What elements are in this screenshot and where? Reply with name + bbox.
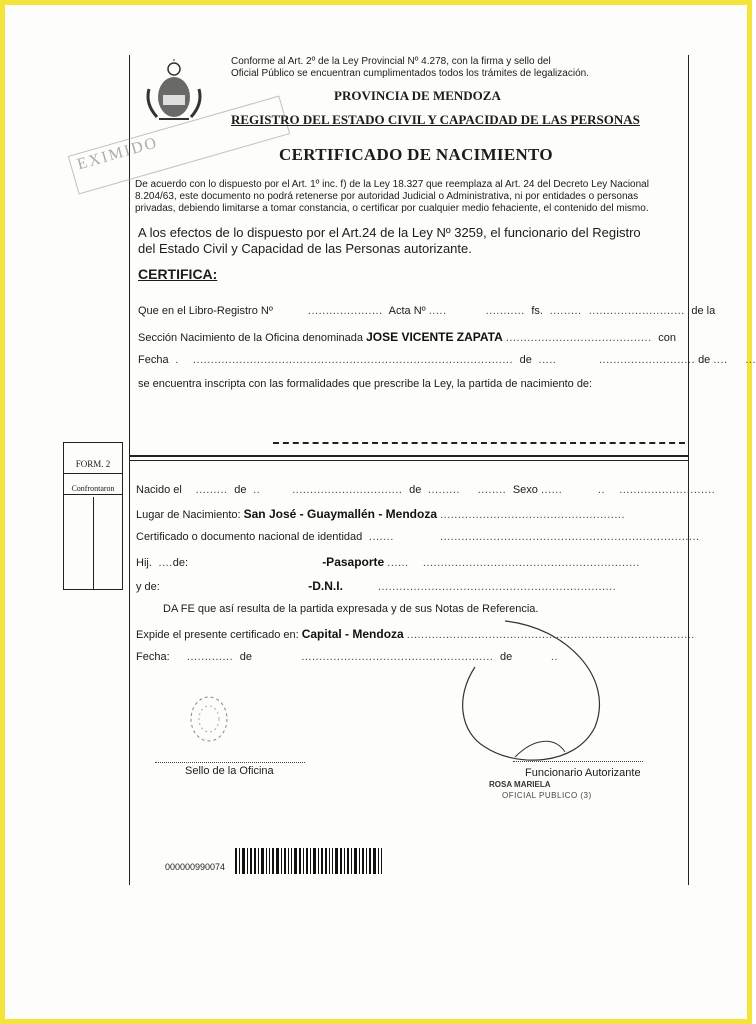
yde-dots	[163, 581, 305, 593]
fecha-label: Fecha	[138, 354, 169, 366]
official-stamp-name: ROSA MARIELA	[489, 780, 551, 789]
barcode-bar	[242, 848, 245, 874]
barcode-bar	[373, 848, 376, 874]
barcode-bar	[299, 848, 301, 874]
expide-dots: .................................................................................	[406, 629, 695, 641]
oficina-value: JOSE VICENTE ZAPATA	[366, 330, 503, 344]
legal-p2-line-1: A los efectos de lo dispuesto por el Art.24 de la Ley Nº 3259, el funcionario del Registro	[138, 225, 641, 240]
barcode-bar	[378, 848, 379, 874]
registry-name: REGISTRO DEL ESTADO CIVIL Y CAPACIDAD DE LAS PERSONAS	[231, 112, 640, 127]
nacido-de1: de	[234, 484, 247, 496]
certificate-title: CERTIFICADO DE NACIMIENTO	[279, 145, 553, 164]
libro-label: Que en el Libro-Registro Nº	[138, 305, 273, 317]
certificado-line	[136, 531, 700, 543]
hij-line	[136, 555, 688, 569]
intro-note	[231, 56, 691, 80]
exempt-stamp-text: EXIMIDO	[75, 134, 161, 174]
expide-value: Capital - Mendoza	[301, 627, 404, 641]
barcode-bar	[261, 848, 264, 874]
funcionario-label: Funcionario Autorizante	[525, 767, 641, 779]
barcode-bar	[313, 848, 316, 874]
barcode-bar	[354, 848, 357, 874]
con-label: con	[658, 332, 677, 344]
barcode-bar	[340, 848, 342, 874]
fecha2-de1: de	[239, 651, 253, 663]
lugar-label: Lugar de Nacimiento:	[136, 509, 241, 521]
sexo-dots: ...... .. ...........................	[540, 484, 716, 496]
margin-box-divider	[93, 497, 94, 589]
funcionario-signature-line	[513, 761, 643, 762]
sello-label: Sello de la Oficina	[185, 765, 274, 777]
barcode-bar	[318, 848, 319, 874]
barcode-bar	[266, 848, 267, 874]
name-dashed-line	[273, 442, 685, 444]
barcode-bar	[344, 848, 345, 874]
legal-line-1: De acuerdo con lo dispuesto por el Art. 1º inc. f) de la Ley 18.327 que reemplaza al Art. 24 del Decreto Ley Nacional	[135, 179, 649, 190]
official-stamp-role: OFICIAL PUBLICO (3)	[502, 791, 592, 800]
fecha-dots-2: ..... ...........................	[534, 354, 695, 366]
barcode-bar	[239, 848, 240, 874]
barcode-bar	[381, 848, 382, 874]
barcode-bar	[369, 848, 371, 874]
barcode-bar	[347, 848, 349, 874]
nacido-de2: de	[409, 484, 422, 496]
libro-dots: .....................	[275, 305, 387, 317]
section-rule-top	[129, 455, 689, 457]
fecha-dots: . ..........................................................................................	[171, 354, 517, 366]
barcode-bar	[258, 848, 259, 874]
nacido-dots-3: ......... ........	[424, 484, 510, 496]
fecha2-dots: .............	[172, 651, 237, 663]
fecha2-de2: de	[499, 651, 513, 663]
barcode-bar	[335, 848, 338, 874]
seccion-dots: .........................................	[505, 332, 656, 344]
sexo-label: Sexo	[512, 484, 538, 496]
confrontaron-label: Confrontaron	[64, 474, 122, 495]
legal-paragraph-1	[135, 179, 695, 215]
seccion-label: Sección Nacimiento de la Oficina denominada	[138, 332, 364, 344]
barcode-bar	[272, 848, 274, 874]
lugar-line	[136, 507, 688, 521]
nacido-label: Nacido el	[136, 484, 182, 496]
barcode-bar	[276, 848, 279, 874]
barcode-bar	[250, 848, 252, 874]
barcode-bar	[303, 848, 304, 874]
barcode-bar	[359, 848, 360, 874]
legal-line-2: 8.204/63, este documento no podrá retenerse por autoridad Judicial o Administrativa, ni por entidades o personas	[135, 191, 639, 202]
nacido-line	[136, 484, 716, 496]
fecha2-dots-3: ..	[515, 651, 558, 663]
fecha-dots-3: .... ...	[713, 354, 756, 366]
hij-de-label: de:	[172, 557, 189, 569]
serial-number: 000000990074	[165, 862, 226, 872]
barcode-bar	[332, 848, 333, 874]
expide-label: Expide el presente certificado en:	[136, 629, 299, 641]
acta-dots: ..... ...........	[428, 305, 529, 317]
legal-p2-line-2: del Estado Civil y Capacidad de las Personas autorizante.	[138, 241, 472, 256]
fs-dots: ......... ...........................	[546, 305, 689, 317]
barcode-bar	[269, 848, 270, 874]
de-la-label: de la	[691, 305, 716, 317]
office-seal-mark	[185, 693, 233, 745]
dni-label: -D.N.I.	[308, 579, 343, 593]
fs-label: fs.	[531, 305, 543, 317]
dafe-text: DA FE que así resulta de la partida expresada y de sus Notas de Referencia.	[163, 603, 539, 615]
fecha-de-label-2: de	[698, 354, 711, 366]
barcode-bar	[366, 848, 367, 874]
barcode-bar	[351, 848, 352, 874]
barcode-bar	[291, 848, 292, 874]
fecha2-label: Fecha:	[136, 651, 170, 663]
fecha-line	[138, 354, 756, 366]
pasaporte-label: -Pasaporte	[322, 555, 385, 569]
barcode-bar	[325, 848, 327, 874]
nacido-dots-2: .. ...............................	[249, 484, 407, 496]
hij-dots-2	[191, 557, 319, 569]
legal-paragraph-2	[138, 225, 698, 257]
acta-label: Acta Nº	[388, 305, 426, 317]
certificado-label: Certificado o documento nacional de identidad	[136, 531, 363, 543]
hij-dots-3: ...... .............................................................	[387, 557, 640, 569]
barcode-bar	[254, 848, 256, 874]
barcode-bar	[247, 848, 248, 874]
certifica-heading: CERTIFICA:	[138, 266, 218, 282]
certificate-page	[5, 5, 756, 1019]
libro-line	[138, 305, 716, 317]
barcode-bar	[306, 848, 308, 874]
lugar-value: San José - Guaymallén - Mendoza	[243, 507, 438, 521]
barcode	[235, 848, 405, 876]
sello-signature-line	[155, 762, 305, 763]
form-label: FORM. 2	[64, 443, 122, 474]
barcode-bar	[362, 848, 364, 874]
yde-dots-2: ...................................................................	[345, 581, 617, 593]
intro-line-2: Oficial Público se encuentran cumplimentados todos los trámites de legalización.	[231, 68, 589, 79]
yde-label: y de:	[136, 581, 160, 593]
fecha-de-label: de	[519, 354, 532, 366]
coat-of-arms-emblem	[143, 59, 205, 125]
province-name: PROVINCIA DE MENDOZA	[334, 88, 501, 103]
barcode-bar	[235, 848, 237, 874]
legal-line-3: privadas, debiendo limitarse a tomar constancia, o certificar por cualquier medio fehaciente, el contenido del mismo.	[135, 203, 649, 214]
nacido-dots: .........	[184, 484, 232, 496]
barcode-bar	[310, 848, 311, 874]
certificado-dots: ....... .........................................................................	[365, 531, 700, 543]
barcode-bar	[321, 848, 323, 874]
barcode-bar	[329, 848, 330, 874]
yde-line	[136, 579, 688, 593]
form-margin-box	[63, 442, 123, 590]
hij-dots: ....	[154, 557, 173, 569]
signature-scribble	[445, 617, 615, 777]
section-rule-bottom	[129, 460, 689, 461]
barcode-bar	[281, 848, 282, 874]
intro-line-1: Conforme al Art. 2º de la Ley Provincial Nº 4.278, con la firma y sello del	[231, 56, 551, 67]
inscripta-text: se encuentra inscripta con las formalidades que prescribe la Ley, la partida de nacimiento de:	[138, 378, 593, 390]
seccion-line	[138, 330, 686, 344]
barcode-bar	[294, 848, 297, 874]
hij-label: Hij.	[136, 557, 152, 569]
barcode-bar	[284, 848, 286, 874]
fecha2-dots-2: ......................................................	[255, 651, 497, 663]
barcode-bar	[288, 848, 289, 874]
lugar-dots: ....................................................	[440, 509, 625, 521]
